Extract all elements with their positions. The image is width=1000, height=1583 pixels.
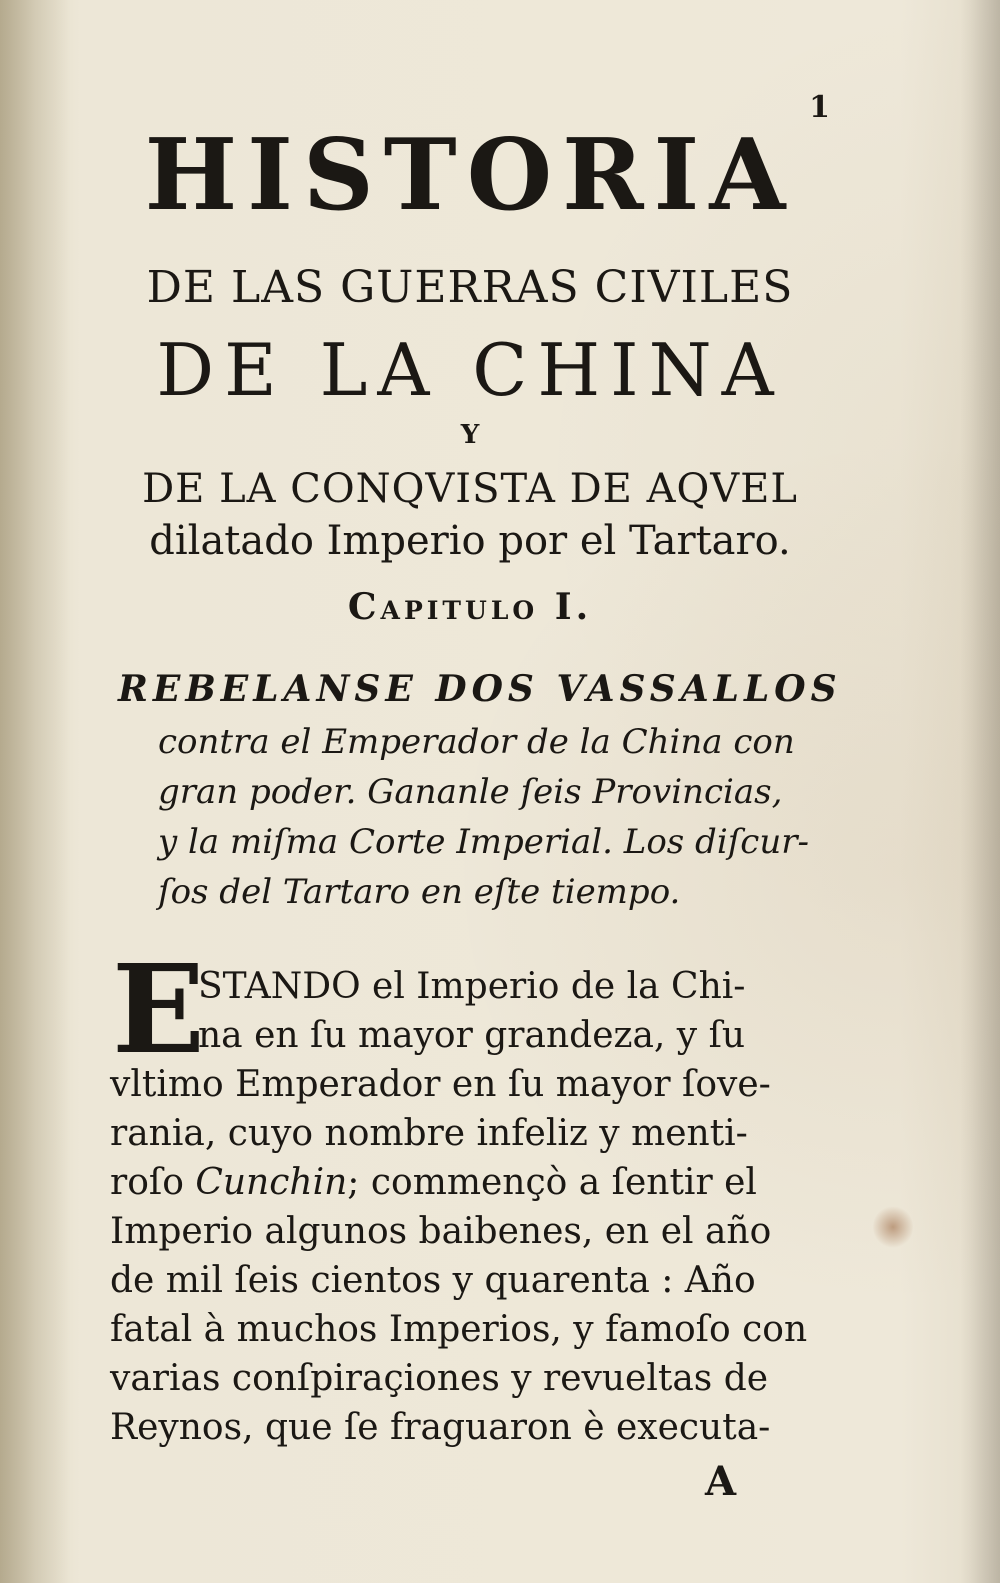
catchword: A	[705, 1458, 737, 1505]
summary-line: contra el Emperador de la China con	[158, 722, 795, 762]
body-line: de mil ſeis cientos y quarenta : Año	[110, 1260, 756, 1301]
body-line: rania, cuyo nombre infeliz y menti-	[110, 1113, 748, 1154]
body-line	[110, 1162, 757, 1203]
page-gutter-shadow	[0, 0, 70, 1583]
summary-line: REBELANSE DOS VASSALLOS	[118, 668, 842, 710]
foxing-stain	[873, 1205, 913, 1249]
body-line: na en ſu mayor grandeza, y ſu	[198, 1015, 746, 1056]
summary-line: gran poder. Gananle ſeis Provincias,	[158, 772, 783, 812]
summary-line: y la miſma Corte Imperial. Los diſcur-	[158, 822, 809, 862]
title-line-3: DE LA CONQVISTA DE AQVEL	[142, 466, 798, 512]
summary-line: ſos del Tartaro en eſte tiempo.	[158, 872, 681, 912]
emperor-name: Cunchin	[195, 1162, 348, 1203]
title-line-2: DE LA CHINA	[156, 328, 784, 412]
body-line: Reynos, que ſe fraguaron è executa-	[110, 1407, 771, 1448]
chapter-heading: Capitulo I.	[347, 586, 593, 628]
body-text: ; commençò a ſentir el	[347, 1162, 757, 1203]
body-line: Imperio algunos baibenes, en el año	[110, 1211, 772, 1252]
body-line: STANDO el Imperio de la Chi-	[198, 966, 746, 1007]
title-historia: HISTORIA	[144, 118, 796, 233]
title-line-4: dilatado Imperio por el Tartaro.	[149, 518, 791, 564]
body-line: fatal à muchos Imperios, y famoſo con	[110, 1309, 808, 1350]
body-line: vltimo Emperador en ſu mayor ſove-	[110, 1064, 771, 1105]
title-conjunction: Y	[460, 420, 480, 450]
drop-capital: E	[112, 937, 205, 1081]
body-text: roſo	[110, 1162, 196, 1203]
title-line-1: DE LAS GUERRAS CIVILES	[146, 262, 794, 313]
signature-mark: 1	[809, 90, 830, 125]
body-line: varias conſpiraçiones y revueltas de	[110, 1358, 769, 1399]
page-edge-shadow	[960, 0, 1000, 1583]
